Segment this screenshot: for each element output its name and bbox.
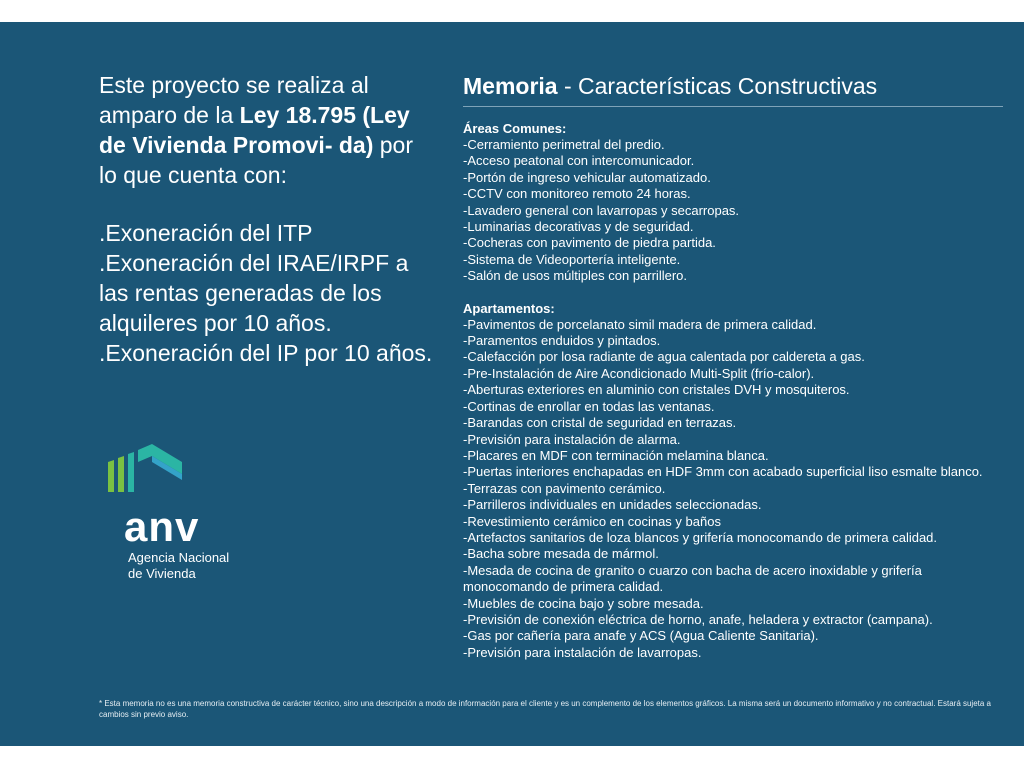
list-item: -Revestimiento cerámico en cocinas y baños [463, 513, 721, 529]
apartments-section [463, 301, 1003, 662]
law-intro-pre: Este proyecto se realiza al amparo de la [99, 72, 369, 128]
list-item: -Luminarias decorativas y de seguridad. [463, 219, 694, 235]
list-item: -Cerramiento perimetral del predio. [463, 137, 665, 152]
list-item: -CCTV con monitoreo remoto 24 horas. [463, 186, 691, 202]
list-item: -Cortinas de enrollar en todas las ventanas. [463, 398, 715, 414]
list-item: -Previsión para instalación de lavarropas. [463, 644, 702, 660]
law-intro-post: por lo que cuenta con: [99, 132, 414, 188]
list-item: -Salón de usos múltiples con parrillero. [463, 268, 687, 284]
title-divider [463, 106, 1003, 107]
logo-wordmark: anv [124, 503, 200, 550]
law-intro [99, 70, 434, 190]
memo-title-bold: Memoria [463, 73, 558, 99]
memo-title [463, 72, 1003, 100]
list-item: -Calefacción por losa radiante de agua calentada por caldereta a gas. [463, 349, 865, 365]
disclaimer-footnote: * Esta memoria no es una memoria constructiva de carácter técnico, sino una descripción a modo de información para el cliente y es un complemento de los elementos gráficos. La misma será un documento informativo y no contractual. Estará sujeta a cambios sin previo aviso. [99, 699, 992, 719]
list-item: -Barandas con cristal de seguridad en terrazas. [463, 415, 737, 431]
list-item: -Previsión para instalación de alarma. [463, 431, 681, 447]
law-info [99, 70, 434, 368]
benefit-itp: .Exoneración del ITP [99, 220, 313, 246]
list-item: -Parrilleros individuales en unidades seleccionadas. [463, 497, 762, 513]
common-areas-list [463, 137, 1003, 285]
list-item: -Artefactos sanitarios de loza blancos y grifería monocomando de primera calidad. [463, 529, 938, 545]
list-item: -Cocheras con pavimento de piedra partida. [463, 235, 716, 251]
list-item: -Lavadero general con lavarropas y secarropas. [463, 202, 740, 218]
apartments-heading: Apartamentos: [463, 300, 555, 316]
list-item: -Gas por cañería para anafe y ACS (Agua Caliente Sanitaria). [463, 628, 819, 644]
features-memo [463, 72, 1003, 677]
list-item: -Pavimentos de porcelanato simil madera de primera calidad. [463, 316, 817, 332]
law-name: Ley 18.795 (Ley de Vivienda Promovi- da) [99, 102, 410, 158]
list-item: -Sistema de Videoportería inteligente. [463, 251, 681, 267]
common-areas-heading: Áreas Comunes: [463, 121, 567, 136]
list-item: -Puertas interiores enchapadas en HDF 3mm con acabado superficial liso esmalte blanco. [463, 464, 983, 480]
anv-logo [108, 444, 248, 584]
list-item: -Previsión de conexión eléctrica de horno, anafe, heladera y extractor (campana). [463, 611, 933, 627]
apartments-list [463, 317, 1003, 662]
logo-subtitle [128, 550, 268, 582]
list-item: -Aberturas exteriores en aluminio con cristales DVH y mosquiteros. [463, 382, 850, 398]
page-panel [0, 22, 1024, 746]
list-item: -Acceso peatonal con intercomunicador. [463, 153, 695, 169]
logo-subtitle-line1: Agencia Nacional [128, 550, 230, 565]
list-item: -Pre-Instalación de Aire Acondicionado Multi-Split (frío-calor). [463, 365, 815, 381]
list-item: -Bacha sobre mesada de mármol. [463, 546, 659, 562]
house-bars-icon [108, 444, 188, 492]
memo-title-rest: - Características Constructivas [557, 73, 878, 99]
list-item: -Portón de ingreso vehicular automatizado. [463, 169, 711, 185]
list-item: -Placares en MDF con terminación melamina blanca. [463, 447, 769, 463]
list-item: -Muebles de cocina bajo y sobre mesada. [463, 595, 704, 611]
benefit-irae-irpf: .Exoneración del IRAE/IRPF a las rentas generadas de los alquileres por 10 años. [99, 250, 409, 336]
benefit-ip: .Exoneración del IP por 10 años. [99, 340, 433, 366]
list-item: -Paramentos enduidos y pintados. [463, 333, 661, 349]
logo-subtitle-line2: de Vivienda [128, 566, 196, 581]
list-item: -Mesada de cocina de granito o cuarzo con bacha de acero inoxidable y grifería monocomando de primera calidad. [463, 562, 922, 595]
common-areas-section [463, 121, 1003, 285]
list-item: -Terrazas con pavimento cerámico. [463, 480, 666, 496]
